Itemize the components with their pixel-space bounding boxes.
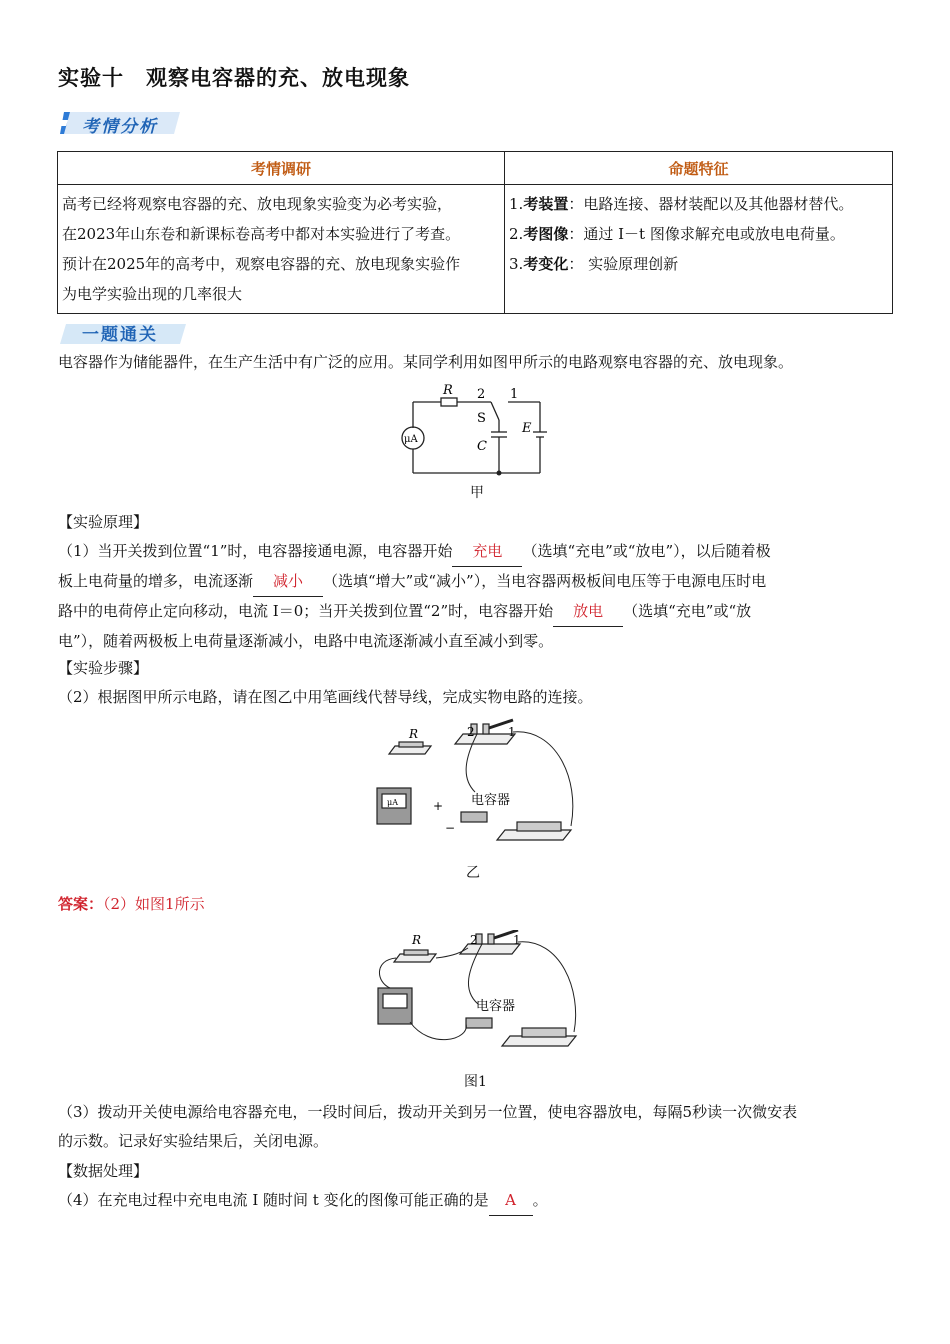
figure-caption-jia: 甲 [470,485,484,501]
table-line: 为电学实验出现的几率很大 [62,285,243,303]
label-minus: − [445,821,456,835]
answer-text: （2）如图1所示 [103,895,205,913]
label-r: R [443,383,453,398]
apparatus-diagram-fig1 [370,930,590,1060]
question-1: （1）当开关拨到位置“1”时，电容器接通电源，电容器开始 充电 （选填“充电”或“放电”），以后随着极 板上电荷量的增多，电流逐渐 减小 （选填“增大”或“减小”），当电容器两极板间电压等于电源电压时电 路中的电荷停止定向移动，电流 I＝0；当开关拨到位置“2”时，电容器开始 放电 （选填“充电”或“放 电”），随着两极板上电荷量逐渐减小，电路中电流逐渐减小直至减小到零。 [58,537,893,656]
section-badge-analysis [60,110,184,136]
answer-blank-3: 放电 [553,597,623,627]
label-meter: μA [387,798,398,807]
label-r: R [409,727,419,741]
table-header: 考情调研 [58,152,505,185]
intro-paragraph: 电容器作为储能器件，在生产生活中有广泛的应用。某同学利用如图甲所示的电路观察电容器的充、放电现象。 [58,353,794,371]
analysis-table [57,151,893,314]
answer-blank-4: A [489,1186,533,1216]
label-meter: μA [404,434,418,445]
answer-blank-2: 减小 [253,567,323,597]
label-pos1: 1 [510,387,519,402]
table-line: 在2023年山东卷和新课标卷高考中都对本实验进行了考查。 [62,225,461,243]
answer-blank-1: 充电 [452,537,522,567]
feature-item: 2.考图像：通过 I－t 图像求解充电或放电电荷量。 [509,225,845,243]
question-2: （2）根据图甲所示电路，请在图乙中用笔画线代替导线，完成实物电路的连接。 [58,688,593,706]
principle-heading: 【实验原理】 [58,513,149,531]
table-line: 预计在2025年的高考中，观察电容器的充、放电现象实验作 [62,255,461,273]
section-badge-practice [58,318,188,346]
feature-item: 1.考装置：电路连接、器材装配以及其他器材替代。 [509,195,854,213]
answer-label: 答案： [58,895,104,913]
question-3: （3）拨动开关使电源给电容器充电，一段时间后，拨动开关到另一位置，使电容器放电，每隔5秒读一次微安表 的示数。记录好实验结果后，关闭电源。 [58,1103,798,1150]
table-header: 命题特征 [505,152,893,185]
label-e: E [522,421,532,436]
label-switch: S [477,411,486,426]
label-pos2: 2 [477,387,486,402]
data-heading: 【数据处理】 [58,1162,149,1180]
label-capacitor: 电容器 [471,793,511,808]
apparatus-diagram-yi [365,718,595,853]
label-c: C [477,439,487,454]
table-cell-features [505,185,893,314]
page-title: 实验十 观察电容器的充、放电现象 [58,65,410,90]
figure-caption-1: 图1 [464,1074,487,1090]
answer-line [58,890,893,919]
table-line: 高考已经将观察电容器的充、放电现象实验变为必考实验， [62,195,453,213]
label-pos2: 2 [470,933,478,947]
section-badge-label: 考情分析 [82,117,158,137]
steps-heading: 【实验步骤】 [58,659,149,677]
question-4: （4）在充电过程中充电电流 I 随时间 t 变化的图像可能正确的是 A 。 [58,1186,893,1216]
label-pos1: 1 [513,933,521,947]
label-pos2: 2 [467,725,475,739]
label-plus: + [433,799,444,813]
section-badge-label: 一题通关 [82,325,158,345]
table-cell-research [58,185,505,314]
figure-caption-yi: 乙 [466,865,480,881]
label-capacitor: 电容器 [476,999,516,1014]
label-pos1: 1 [508,725,516,739]
label-r: R [412,933,422,947]
feature-item: 3.考变化： 实验原理创新 [509,255,679,273]
